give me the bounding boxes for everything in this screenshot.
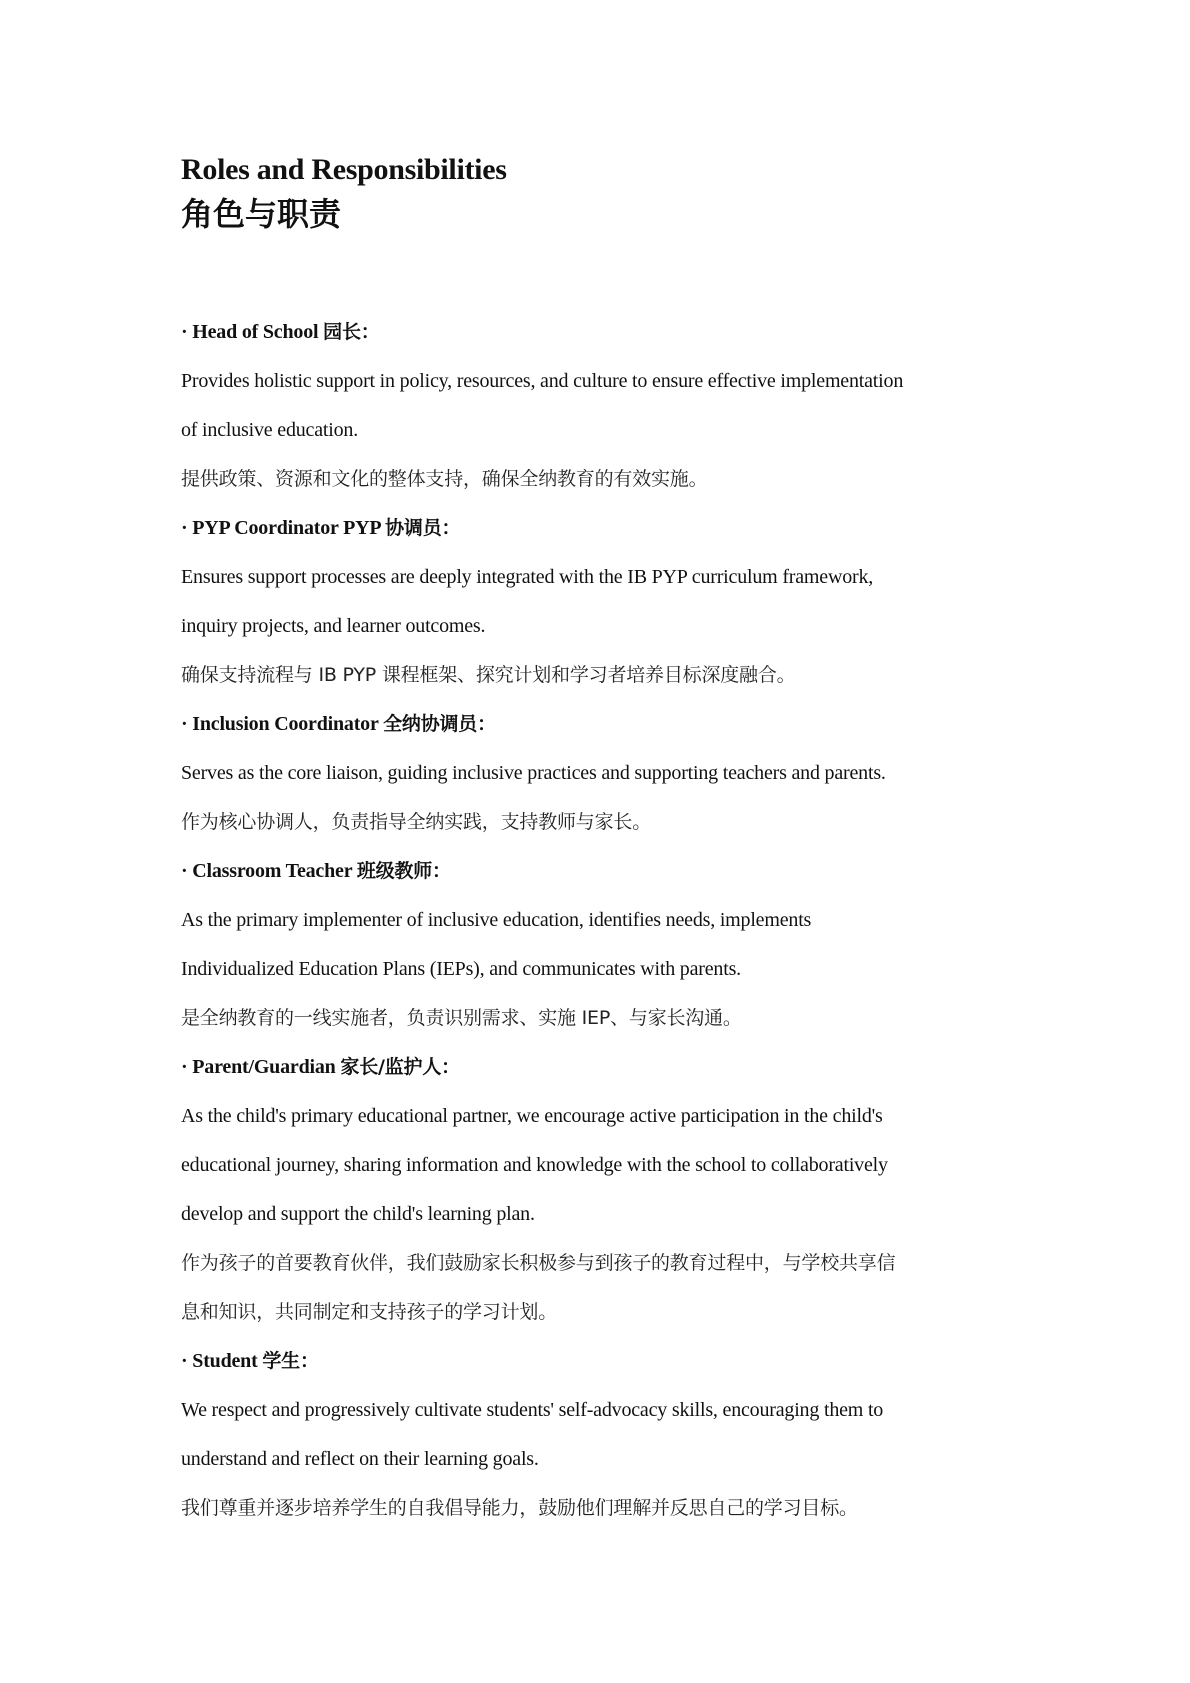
role-description-en: Ensures support processes are deeply integrated with the IB PYP curriculum framework,	[181, 566, 874, 588]
role-description-en: educational journey, sharing information and knowledge with the school to collaboratively	[181, 1154, 888, 1176]
roles-list	[181, 308, 1031, 1533]
role-heading-en: · Student	[181, 1350, 263, 1372]
role-heading	[181, 308, 1031, 357]
role-description-zh: 我们尊重并逐步培养学生的自我倡导能力，鼓励他们理解并反思自己的学习目标。	[181, 1497, 858, 1519]
role-heading-en: · PYP Coordinator PYP	[181, 517, 386, 539]
role-heading-en: · Inclusion Coordinator	[181, 713, 384, 735]
role-heading	[181, 1337, 1031, 1386]
document-page	[181, 150, 1031, 1519]
role-description-zh: 提供政策、资源和文化的整体支持，确保全纳教育的有效实施。	[181, 468, 708, 490]
role-description-en: inquiry projects, and learner outcomes.	[181, 615, 486, 637]
role-heading-zh: 家长/监护人：	[340, 1056, 460, 1078]
role-section	[181, 1043, 1031, 1337]
role-heading-zh: 协调员：	[385, 517, 461, 539]
role-description-zh: 是全纳教育的一线实施者，负责识别需求、实施 IEP、与家长沟通。	[181, 1007, 742, 1029]
role-heading	[181, 700, 1031, 749]
role-description-en: of inclusive education.	[181, 419, 359, 441]
role-description-zh: 作为核心协调人，负责指导全纳实践，支持教师与家长。	[181, 811, 652, 833]
role-section	[181, 700, 1031, 847]
title-chinese: 角色与职责	[181, 195, 342, 233]
role-description-en: develop and support the child's learning plan.	[181, 1203, 535, 1225]
role-heading-en: · Classroom Teacher	[181, 860, 357, 882]
role-heading	[181, 504, 1031, 553]
role-description-zh: 息和知识，共同制定和支持孩子的学习计划。	[181, 1301, 558, 1323]
role-description-en: As the child's primary educational partner, we encourage active participation in the child's	[181, 1105, 883, 1127]
role-heading-zh: 园长：	[323, 321, 380, 343]
role-description-en: Serves as the core liaison, guiding inclusive practices and supporting teachers and parents.	[181, 762, 886, 784]
role-section	[181, 847, 1031, 1043]
role-heading-zh: 班级教师：	[356, 860, 451, 882]
role-description-en: We respect and progressively cultivate students' self-advocacy skills, encouraging them to	[181, 1399, 884, 1421]
role-section	[181, 504, 1031, 700]
role-description-zh: 确保支持流程与 IB PYP 课程框架、探究计划和学习者培养目标深度融合。	[181, 664, 796, 686]
role-heading-zh: 全纳协调员：	[383, 713, 496, 735]
role-heading-en: · Head of School	[181, 321, 324, 343]
role-description-en: Individualized Education Plans (IEPs), and communicates with parents.	[181, 958, 741, 980]
role-heading-zh: 学生：	[262, 1350, 319, 1372]
role-heading	[181, 1043, 1031, 1092]
role-description-en: Provides holistic support in policy, resources, and culture to ensure effective implementation	[181, 370, 904, 392]
role-heading	[181, 847, 1031, 896]
role-description-zh: 作为孩子的首要教育伙伴，我们鼓励家长积极参与到孩子的教育过程中，与学校共享信	[181, 1252, 896, 1274]
title-english: Roles and Responsibilities	[181, 153, 507, 186]
role-description-en: understand and reflect on their learning goals.	[181, 1448, 539, 1470]
role-heading-en: · Parent/Guardian	[181, 1056, 341, 1078]
role-section	[181, 308, 1031, 504]
role-section	[181, 1337, 1031, 1533]
role-description-en: As the primary implementer of inclusive education, identifies needs, implements	[181, 909, 812, 931]
